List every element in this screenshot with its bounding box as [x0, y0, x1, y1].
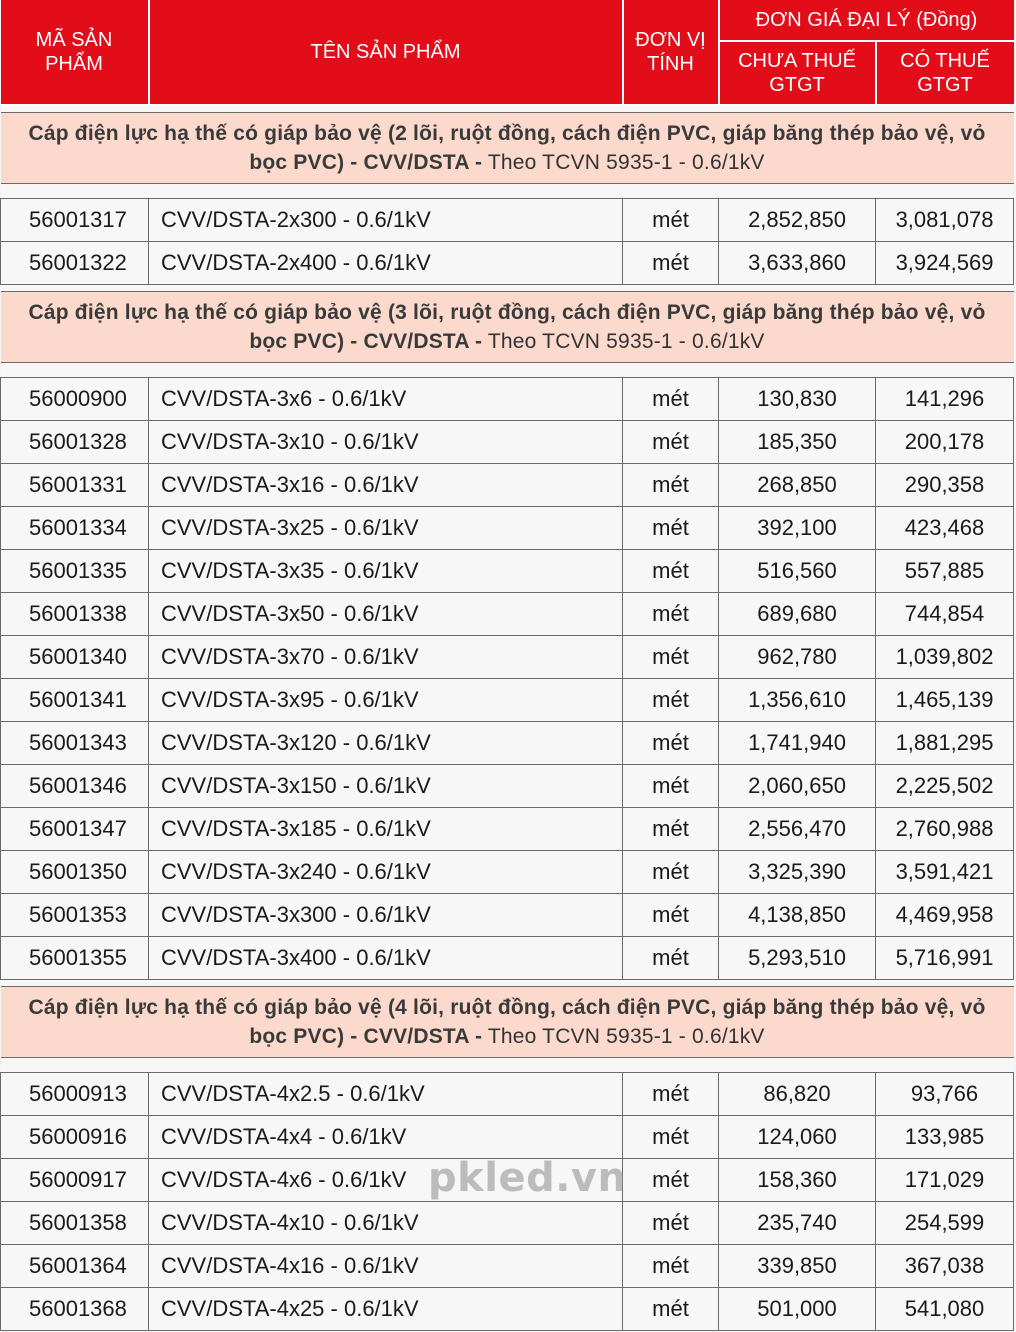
price-inc-vat: 4,469,958 [876, 894, 1014, 937]
price-ex-vat: 158,360 [719, 1159, 876, 1202]
product-name: CVV/DSTA-2x400 - 0.6/1kV [149, 242, 623, 285]
spacer-cell [1, 105, 1014, 113]
product-name: CVV/DSTA-2x300 - 0.6/1kV [149, 199, 623, 242]
product-unit: mét [623, 593, 719, 636]
product-unit: mét [623, 550, 719, 593]
table-row [1, 636, 1014, 679]
section-standard: Theo TCVN 5935-1 - 0.6/1kV [487, 330, 765, 353]
price-ex-vat: 235,740 [719, 1202, 876, 1245]
price-inc-vat: 541,080 [876, 1288, 1014, 1331]
product-name: CVV/DSTA-3x150 - 0.6/1kV [149, 765, 623, 808]
table-row [1, 808, 1014, 851]
price-inc-vat: 2,760,988 [876, 808, 1014, 851]
product-code: 56001317 [1, 199, 149, 242]
table-row [1, 199, 1014, 242]
spacer-cell [1, 1058, 1014, 1073]
product-code: 56001331 [1, 464, 149, 507]
product-name: CVV/DSTA-3x70 - 0.6/1kV [149, 636, 623, 679]
product-name: CVV/DSTA-3x16 - 0.6/1kV [149, 464, 623, 507]
price-ex-vat: 501,000 [719, 1288, 876, 1331]
spacer-cell [1, 363, 1014, 378]
section-title: Cáp điện lực hạ thế có giáp bảo vệ (3 lõi, ruột đồng, cách điện PVC, giáp băng thép bảo vệ, vỏ bọc PVC) - CVV/DSTA - [28, 301, 986, 353]
price-inc-vat: 5,716,991 [876, 937, 1014, 980]
section-title-cell [1, 292, 1014, 363]
price-ex-vat: 689,680 [719, 593, 876, 636]
price-inc-vat: 557,885 [876, 550, 1014, 593]
product-unit: mét [623, 464, 719, 507]
price-inc-vat: 290,358 [876, 464, 1014, 507]
column-header-unit: ĐƠN VỊ TÍNH [623, 0, 719, 105]
product-name: CVV/DSTA-3x185 - 0.6/1kV [149, 808, 623, 851]
table-row [1, 937, 1014, 980]
price-ex-vat: 86,820 [719, 1073, 876, 1116]
table-row [1, 421, 1014, 464]
price-inc-vat: 133,985 [876, 1116, 1014, 1159]
product-code: 56001335 [1, 550, 149, 593]
product-code: 56001341 [1, 679, 149, 722]
product-code: 56001355 [1, 937, 149, 980]
table-row [1, 593, 1014, 636]
product-code: 56001343 [1, 722, 149, 765]
spacer-cell [1, 285, 1014, 292]
column-header-name: TÊN SẢN PHẨM [149, 0, 623, 105]
price-ex-vat: 3,325,390 [719, 851, 876, 894]
product-code: 56000913 [1, 1073, 149, 1116]
table-row [1, 722, 1014, 765]
table-row [1, 507, 1014, 550]
price-ex-vat: 1,356,610 [719, 679, 876, 722]
table-row [1, 242, 1014, 285]
price-ex-vat: 2,852,850 [719, 199, 876, 242]
section-header [1, 987, 1014, 1058]
spacer-cell [1, 184, 1014, 199]
price-ex-vat: 185,350 [719, 421, 876, 464]
section-header [1, 113, 1014, 184]
product-name: CVV/DSTA-4x16 - 0.6/1kV [149, 1245, 623, 1288]
price-ex-vat: 2,556,470 [719, 808, 876, 851]
section-title: Cáp điện lực hạ thế có giáp bảo vệ (4 lõi, ruột đồng, cách điện PVC, giáp băng thép bảo vệ, vỏ bọc PVC) - CVV/DSTA - [28, 996, 986, 1048]
product-unit: mét [623, 199, 719, 242]
table-row [1, 378, 1014, 421]
product-unit: mét [623, 1288, 719, 1331]
product-unit: mét [623, 242, 719, 285]
table-row [1, 464, 1014, 507]
product-unit: mét [623, 679, 719, 722]
table-row [1, 679, 1014, 722]
product-code: 56000900 [1, 378, 149, 421]
table-row [1, 894, 1014, 937]
table-row [1, 1288, 1014, 1331]
product-name: CVV/DSTA-3x25 - 0.6/1kV [149, 507, 623, 550]
product-code: 56001334 [1, 507, 149, 550]
table-header [1, 0, 1014, 105]
price-inc-vat: 3,591,421 [876, 851, 1014, 894]
product-unit: mét [623, 1116, 719, 1159]
section-title-cell [1, 113, 1014, 184]
price-inc-vat: 141,296 [876, 378, 1014, 421]
table-row [1, 765, 1014, 808]
price-inc-vat: 423,468 [876, 507, 1014, 550]
product-unit: mét [623, 1073, 719, 1116]
table-row [1, 1073, 1014, 1116]
table-row [1, 1202, 1014, 1245]
product-name: CVV/DSTA-4x10 - 0.6/1kV [149, 1202, 623, 1245]
product-code: 56001322 [1, 242, 149, 285]
price-ex-vat: 962,780 [719, 636, 876, 679]
price-ex-vat: 3,633,860 [719, 242, 876, 285]
price-ex-vat: 124,060 [719, 1116, 876, 1159]
product-name: CVV/DSTA-4x6 - 0.6/1kV [149, 1159, 623, 1202]
price-ex-vat: 4,138,850 [719, 894, 876, 937]
product-name: CVV/DSTA-3x6 - 0.6/1kV [149, 378, 623, 421]
product-unit: mét [623, 507, 719, 550]
price-inc-vat: 93,766 [876, 1073, 1014, 1116]
product-name: CVV/DSTA-3x95 - 0.6/1kV [149, 679, 623, 722]
product-name: CVV/DSTA-4x4 - 0.6/1kV [149, 1116, 623, 1159]
product-unit: mét [623, 378, 719, 421]
price-inc-vat: 3,081,078 [876, 199, 1014, 242]
product-code: 56000916 [1, 1116, 149, 1159]
price-inc-vat: 1,881,295 [876, 722, 1014, 765]
product-name: CVV/DSTA-3x50 - 0.6/1kV [149, 593, 623, 636]
spacer-row [1, 105, 1014, 113]
product-name: CVV/DSTA-3x120 - 0.6/1kV [149, 722, 623, 765]
table-row [1, 851, 1014, 894]
product-unit: mét [623, 851, 719, 894]
product-unit: mét [623, 722, 719, 765]
product-name: CVV/DSTA-3x35 - 0.6/1kV [149, 550, 623, 593]
product-unit: mét [623, 1159, 719, 1202]
price-ex-vat: 339,850 [719, 1245, 876, 1288]
price-ex-vat: 268,850 [719, 464, 876, 507]
product-unit: mét [623, 808, 719, 851]
price-ex-vat: 5,293,510 [719, 937, 876, 980]
product-code: 56001364 [1, 1245, 149, 1288]
product-code: 56001350 [1, 851, 149, 894]
spacer-row [1, 980, 1014, 987]
watermark: pkled.vn [428, 1155, 627, 1201]
table-row [1, 1245, 1014, 1288]
spacer-row [1, 285, 1014, 292]
product-code: 56001328 [1, 421, 149, 464]
price-ex-vat: 392,100 [719, 507, 876, 550]
product-unit: mét [623, 1202, 719, 1245]
price-inc-vat: 744,854 [876, 593, 1014, 636]
section-title: Cáp điện lực hạ thế có giáp bảo vệ (2 lõi, ruột đồng, cách điện PVC, giáp băng thép bảo vệ, vỏ bọc PVC) - CVV/DSTA - [28, 122, 986, 174]
price-inc-vat: 200,178 [876, 421, 1014, 464]
price-inc-vat: 1,465,139 [876, 679, 1014, 722]
spacer-row [1, 184, 1014, 199]
section-title-cell [1, 987, 1014, 1058]
price-inc-vat: 254,599 [876, 1202, 1014, 1245]
column-header-code: MÃ SẢN PHẨM [1, 0, 149, 105]
product-unit: mét [623, 937, 719, 980]
price-ex-vat: 2,060,650 [719, 765, 876, 808]
price-inc-vat: 3,924,569 [876, 242, 1014, 285]
spacer-cell [1, 980, 1014, 987]
product-code: 56000917 [1, 1159, 149, 1202]
product-name: CVV/DSTA-3x300 - 0.6/1kV [149, 894, 623, 937]
price-ex-vat: 1,741,940 [719, 722, 876, 765]
product-name: CVV/DSTA-4x2.5 - 0.6/1kV [149, 1073, 623, 1116]
table-row [1, 550, 1014, 593]
price-ex-vat: 130,830 [719, 378, 876, 421]
product-unit: mét [623, 421, 719, 464]
section-standard: Theo TCVN 5935-1 - 0.6/1kV [487, 151, 765, 174]
price-inc-vat: 367,038 [876, 1245, 1014, 1288]
price-inc-vat: 2,225,502 [876, 765, 1014, 808]
product-unit: mét [623, 765, 719, 808]
table-row [1, 1116, 1014, 1159]
product-unit: mét [623, 1245, 719, 1288]
product-name: CVV/DSTA-4x25 - 0.6/1kV [149, 1288, 623, 1331]
product-code: 56001358 [1, 1202, 149, 1245]
product-code: 56001353 [1, 894, 149, 937]
product-unit: mét [623, 894, 719, 937]
spacer-row [1, 363, 1014, 378]
product-code: 56001346 [1, 765, 149, 808]
table-body [1, 105, 1014, 1331]
column-header-price-inc-vat: CÓ THUẾ GTGT [876, 41, 1014, 105]
price-inc-vat: 1,039,802 [876, 636, 1014, 679]
product-name: CVV/DSTA-3x10 - 0.6/1kV [149, 421, 623, 464]
price-ex-vat: 516,560 [719, 550, 876, 593]
section-standard: Theo TCVN 5935-1 - 0.6/1kV [487, 1025, 765, 1048]
spacer-row [1, 1058, 1014, 1073]
section-header [1, 292, 1014, 363]
price-inc-vat: 171,029 [876, 1159, 1014, 1202]
column-header-price-ex-vat: CHƯA THUẾ GTGT [719, 41, 876, 105]
product-code: 56001340 [1, 636, 149, 679]
product-code: 56001368 [1, 1288, 149, 1331]
product-name: CVV/DSTA-3x240 - 0.6/1kV [149, 851, 623, 894]
product-code: 56001338 [1, 593, 149, 636]
product-name: CVV/DSTA-3x400 - 0.6/1kV [149, 937, 623, 980]
column-header-price-group: ĐƠN GIÁ ĐẠI LÝ (Đồng) [719, 0, 1014, 41]
product-code: 56001347 [1, 808, 149, 851]
product-unit: mét [623, 636, 719, 679]
